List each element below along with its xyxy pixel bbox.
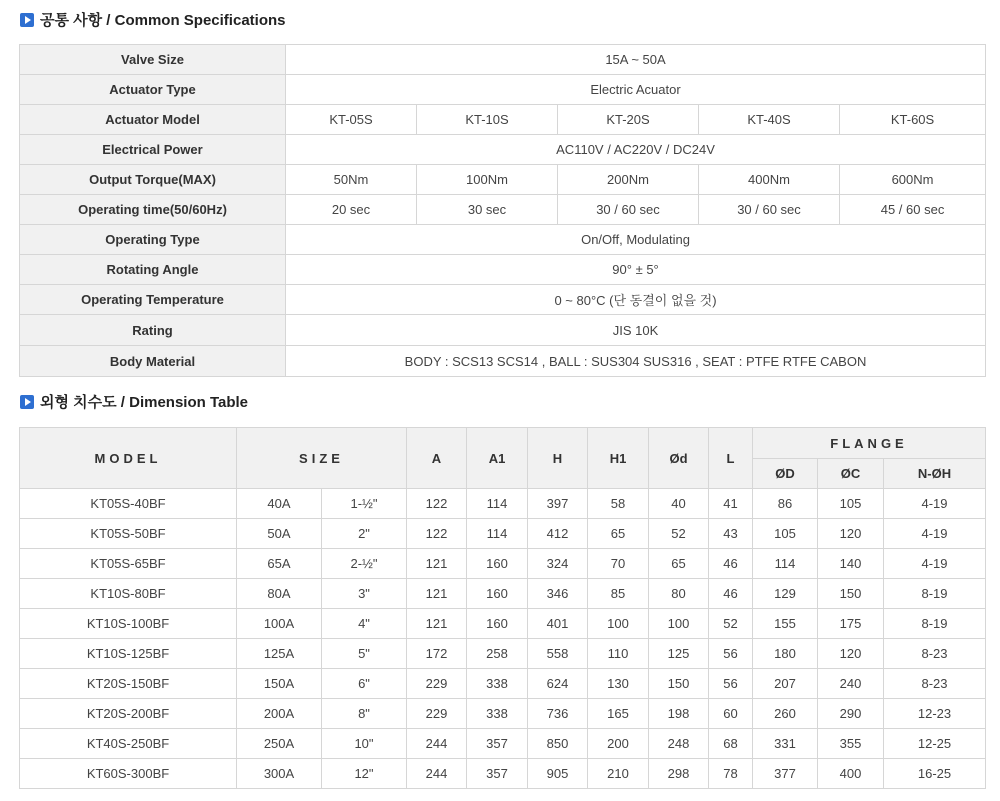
cell-a: 122 xyxy=(407,519,467,549)
spec-value: KT-05S xyxy=(286,105,417,135)
cell-h1: 130 xyxy=(588,669,649,699)
cell-model: KT05S-40BF xyxy=(20,489,237,519)
cell-h1: 58 xyxy=(588,489,649,519)
cell-flange-oc: 290 xyxy=(818,699,884,729)
spec-label: Valve Size xyxy=(20,45,286,75)
cell-flange-noh: 4-19 xyxy=(884,489,986,519)
spec-value: KT-60S xyxy=(840,105,986,135)
spec-value: 0 ~ 80°C (단 동결이 없을 것) xyxy=(286,285,986,315)
spec-value: 90° ± 5° xyxy=(286,255,986,285)
spec-row-operating-temperature xyxy=(20,285,986,315)
column-header-flange-noh: N-ØH xyxy=(884,459,986,489)
cell-h1: 85 xyxy=(588,579,649,609)
cell-size-inch: 1-½" xyxy=(322,489,407,519)
cell-h: 558 xyxy=(528,639,588,669)
table-row xyxy=(20,759,986,789)
dimension-table-title-text: 외형 치수도 / Dimension Table xyxy=(40,394,249,411)
cell-od: 100 xyxy=(649,609,709,639)
cell-flange-od: 377 xyxy=(753,759,818,789)
cell-h1: 165 xyxy=(588,699,649,729)
cell-a1: 160 xyxy=(467,579,528,609)
cell-flange-od: 331 xyxy=(753,729,818,759)
table-row xyxy=(20,609,986,639)
spec-label: Rotating Angle xyxy=(20,255,286,285)
spec-value: 50Nm xyxy=(286,165,417,195)
dimension-table-title xyxy=(20,391,248,412)
spec-value: KT-40S xyxy=(699,105,840,135)
cell-flange-od: 155 xyxy=(753,609,818,639)
spec-row-rotating-angle xyxy=(20,255,986,285)
cell-size-inch: 6" xyxy=(322,669,407,699)
cell-flange-oc: 240 xyxy=(818,669,884,699)
spec-label: Electrical Power xyxy=(20,135,286,165)
cell-a1: 258 xyxy=(467,639,528,669)
spec-value: 200Nm xyxy=(558,165,699,195)
cell-a1: 114 xyxy=(467,519,528,549)
cell-l: 46 xyxy=(709,549,753,579)
column-header-h1: H1 xyxy=(588,428,649,489)
spec-value: AC110V / AC220V / DC24V xyxy=(286,135,986,165)
cell-flange-noh: 12-23 xyxy=(884,699,986,729)
spec-row-valve-size xyxy=(20,45,986,75)
cell-flange-oc: 175 xyxy=(818,609,884,639)
cell-h1: 200 xyxy=(588,729,649,759)
spec-value: KT-10S xyxy=(417,105,558,135)
cell-flange-noh: 8-19 xyxy=(884,609,986,639)
cell-model: KT40S-250BF xyxy=(20,729,237,759)
cell-flange-oc: 355 xyxy=(818,729,884,759)
cell-l: 52 xyxy=(709,609,753,639)
cell-size-a: 250A xyxy=(237,729,322,759)
cell-flange-oc: 400 xyxy=(818,759,884,789)
cell-a1: 338 xyxy=(467,699,528,729)
cell-h1: 100 xyxy=(588,609,649,639)
spec-label: Operating Type xyxy=(20,225,286,255)
spec-value: 600Nm xyxy=(840,165,986,195)
cell-h: 736 xyxy=(528,699,588,729)
spec-row-body-material xyxy=(20,346,986,377)
spec-value: 45 / 60 sec xyxy=(840,195,986,225)
cell-a: 121 xyxy=(407,609,467,639)
cell-h: 624 xyxy=(528,669,588,699)
cell-model: KT20S-200BF xyxy=(20,699,237,729)
cell-size-a: 80A xyxy=(237,579,322,609)
cell-flange-od: 86 xyxy=(753,489,818,519)
cell-size-inch: 3" xyxy=(322,579,407,609)
cell-a: 122 xyxy=(407,489,467,519)
cell-a1: 160 xyxy=(467,609,528,639)
column-header-od: Ød xyxy=(649,428,709,489)
cell-od: 65 xyxy=(649,549,709,579)
spec-value: Electric Acuator xyxy=(286,75,986,105)
play-arrow-icon xyxy=(20,395,34,409)
column-header-flange: FLANGE xyxy=(753,428,986,459)
cell-size-inch: 2" xyxy=(322,519,407,549)
cell-size-a: 125A xyxy=(237,639,322,669)
cell-flange-noh: 8-19 xyxy=(884,579,986,609)
cell-a: 121 xyxy=(407,549,467,579)
cell-h1: 210 xyxy=(588,759,649,789)
cell-l: 56 xyxy=(709,669,753,699)
common-specifications-title xyxy=(20,9,286,30)
spec-row-electrical-power xyxy=(20,135,986,165)
cell-size-a: 150A xyxy=(237,669,322,699)
spec-row-actuator-model xyxy=(20,105,986,135)
cell-od: 125 xyxy=(649,639,709,669)
cell-l: 68 xyxy=(709,729,753,759)
spec-value: 400Nm xyxy=(699,165,840,195)
cell-a1: 338 xyxy=(467,669,528,699)
column-header-flange-oc: ØC xyxy=(818,459,884,489)
spec-row-operating-type xyxy=(20,225,986,255)
cell-flange-noh: 12-25 xyxy=(884,729,986,759)
cell-l: 41 xyxy=(709,489,753,519)
cell-size-inch: 5" xyxy=(322,639,407,669)
column-header-model: MODEL xyxy=(20,428,237,489)
cell-size-inch: 2-½" xyxy=(322,549,407,579)
cell-flange-od: 129 xyxy=(753,579,818,609)
dimension-header-row xyxy=(20,428,986,459)
spec-value: 15A ~ 50A xyxy=(286,45,986,75)
cell-a: 121 xyxy=(407,579,467,609)
cell-size-a: 65A xyxy=(237,549,322,579)
table-row xyxy=(20,639,986,669)
cell-h: 412 xyxy=(528,519,588,549)
cell-h: 397 xyxy=(528,489,588,519)
column-header-a: A xyxy=(407,428,467,489)
cell-h: 324 xyxy=(528,549,588,579)
spec-label: Rating xyxy=(20,315,286,346)
cell-a1: 114 xyxy=(467,489,528,519)
column-header-flange-od: ØD xyxy=(753,459,818,489)
spec-label: Actuator Type xyxy=(20,75,286,105)
cell-flange-od: 114 xyxy=(753,549,818,579)
spec-row-actuator-type xyxy=(20,75,986,105)
spec-value: BODY : SCS13 SCS14 , BALL : SUS304 SUS316 , SEAT : PTFE RTFE CABON xyxy=(286,346,986,377)
cell-flange-noh: 16-25 xyxy=(884,759,986,789)
cell-flange-noh: 4-19 xyxy=(884,519,986,549)
cell-a1: 357 xyxy=(467,729,528,759)
cell-l: 43 xyxy=(709,519,753,549)
cell-flange-oc: 120 xyxy=(818,519,884,549)
spec-label: Body Material xyxy=(20,346,286,377)
table-row xyxy=(20,669,986,699)
spec-value: 30 / 60 sec xyxy=(558,195,699,225)
cell-flange-oc: 105 xyxy=(818,489,884,519)
cell-od: 150 xyxy=(649,669,709,699)
spec-value: 30 sec xyxy=(417,195,558,225)
cell-a: 172 xyxy=(407,639,467,669)
cell-flange-od: 207 xyxy=(753,669,818,699)
cell-size-a: 40A xyxy=(237,489,322,519)
spec-row-output-torque xyxy=(20,165,986,195)
cell-flange-noh: 8-23 xyxy=(884,669,986,699)
spec-label: Operating time(50/60Hz) xyxy=(20,195,286,225)
cell-size-a: 300A xyxy=(237,759,322,789)
cell-h1: 65 xyxy=(588,519,649,549)
cell-h1: 110 xyxy=(588,639,649,669)
cell-size-inch: 4" xyxy=(322,609,407,639)
table-row xyxy=(20,579,986,609)
spec-value: 100Nm xyxy=(417,165,558,195)
cell-flange-od: 260 xyxy=(753,699,818,729)
cell-flange-od: 105 xyxy=(753,519,818,549)
cell-od: 40 xyxy=(649,489,709,519)
cell-a1: 357 xyxy=(467,759,528,789)
cell-flange-od: 180 xyxy=(753,639,818,669)
column-header-h: H xyxy=(528,428,588,489)
cell-size-inch: 10" xyxy=(322,729,407,759)
cell-size-a: 50A xyxy=(237,519,322,549)
cell-size-a: 200A xyxy=(237,699,322,729)
cell-h: 401 xyxy=(528,609,588,639)
cell-od: 248 xyxy=(649,729,709,759)
cell-h: 346 xyxy=(528,579,588,609)
play-arrow-icon xyxy=(20,13,34,27)
cell-h: 850 xyxy=(528,729,588,759)
cell-l: 46 xyxy=(709,579,753,609)
spec-value: 20 sec xyxy=(286,195,417,225)
column-header-l: L xyxy=(709,428,753,489)
cell-size-inch: 8" xyxy=(322,699,407,729)
cell-a: 229 xyxy=(407,669,467,699)
spec-row-rating xyxy=(20,315,986,346)
cell-model: KT10S-100BF xyxy=(20,609,237,639)
column-header-a1: A1 xyxy=(467,428,528,489)
cell-size-a: 100A xyxy=(237,609,322,639)
cell-od: 298 xyxy=(649,759,709,789)
table-row xyxy=(20,519,986,549)
cell-flange-noh: 4-19 xyxy=(884,549,986,579)
table-row xyxy=(20,699,986,729)
cell-a1: 160 xyxy=(467,549,528,579)
table-row xyxy=(20,489,986,519)
column-header-size: SIZE xyxy=(237,428,407,489)
cell-model: KT05S-50BF xyxy=(20,519,237,549)
cell-model: KT20S-150BF xyxy=(20,669,237,699)
cell-h: 905 xyxy=(528,759,588,789)
cell-flange-noh: 8-23 xyxy=(884,639,986,669)
cell-a: 244 xyxy=(407,729,467,759)
table-row xyxy=(20,549,986,579)
cell-od: 52 xyxy=(649,519,709,549)
cell-model: KT10S-80BF xyxy=(20,579,237,609)
cell-l: 60 xyxy=(709,699,753,729)
cell-model: KT10S-125BF xyxy=(20,639,237,669)
cell-l: 78 xyxy=(709,759,753,789)
cell-model: KT05S-65BF xyxy=(20,549,237,579)
cell-a: 244 xyxy=(407,759,467,789)
spec-row-operating-time xyxy=(20,195,986,225)
cell-l: 56 xyxy=(709,639,753,669)
common-specifications-title-text: 공통 사항 / Common Specifications xyxy=(40,12,286,29)
cell-model: KT60S-300BF xyxy=(20,759,237,789)
spec-value: On/Off, Modulating xyxy=(286,225,986,255)
cell-h1: 70 xyxy=(588,549,649,579)
cell-flange-oc: 140 xyxy=(818,549,884,579)
cell-flange-oc: 120 xyxy=(818,639,884,669)
spec-value: 30 / 60 sec xyxy=(699,195,840,225)
spec-label: Output Torque(MAX) xyxy=(20,165,286,195)
spec-label: Operating Temperature xyxy=(20,285,286,315)
cell-od: 80 xyxy=(649,579,709,609)
table-row xyxy=(20,729,986,759)
common-specifications-table xyxy=(19,44,986,377)
dimension-table xyxy=(19,427,986,789)
spec-value: JIS 10K xyxy=(286,315,986,346)
spec-label: Actuator Model xyxy=(20,105,286,135)
cell-size-inch: 12" xyxy=(322,759,407,789)
spec-value: KT-20S xyxy=(558,105,699,135)
cell-flange-oc: 150 xyxy=(818,579,884,609)
cell-od: 198 xyxy=(649,699,709,729)
cell-a: 229 xyxy=(407,699,467,729)
